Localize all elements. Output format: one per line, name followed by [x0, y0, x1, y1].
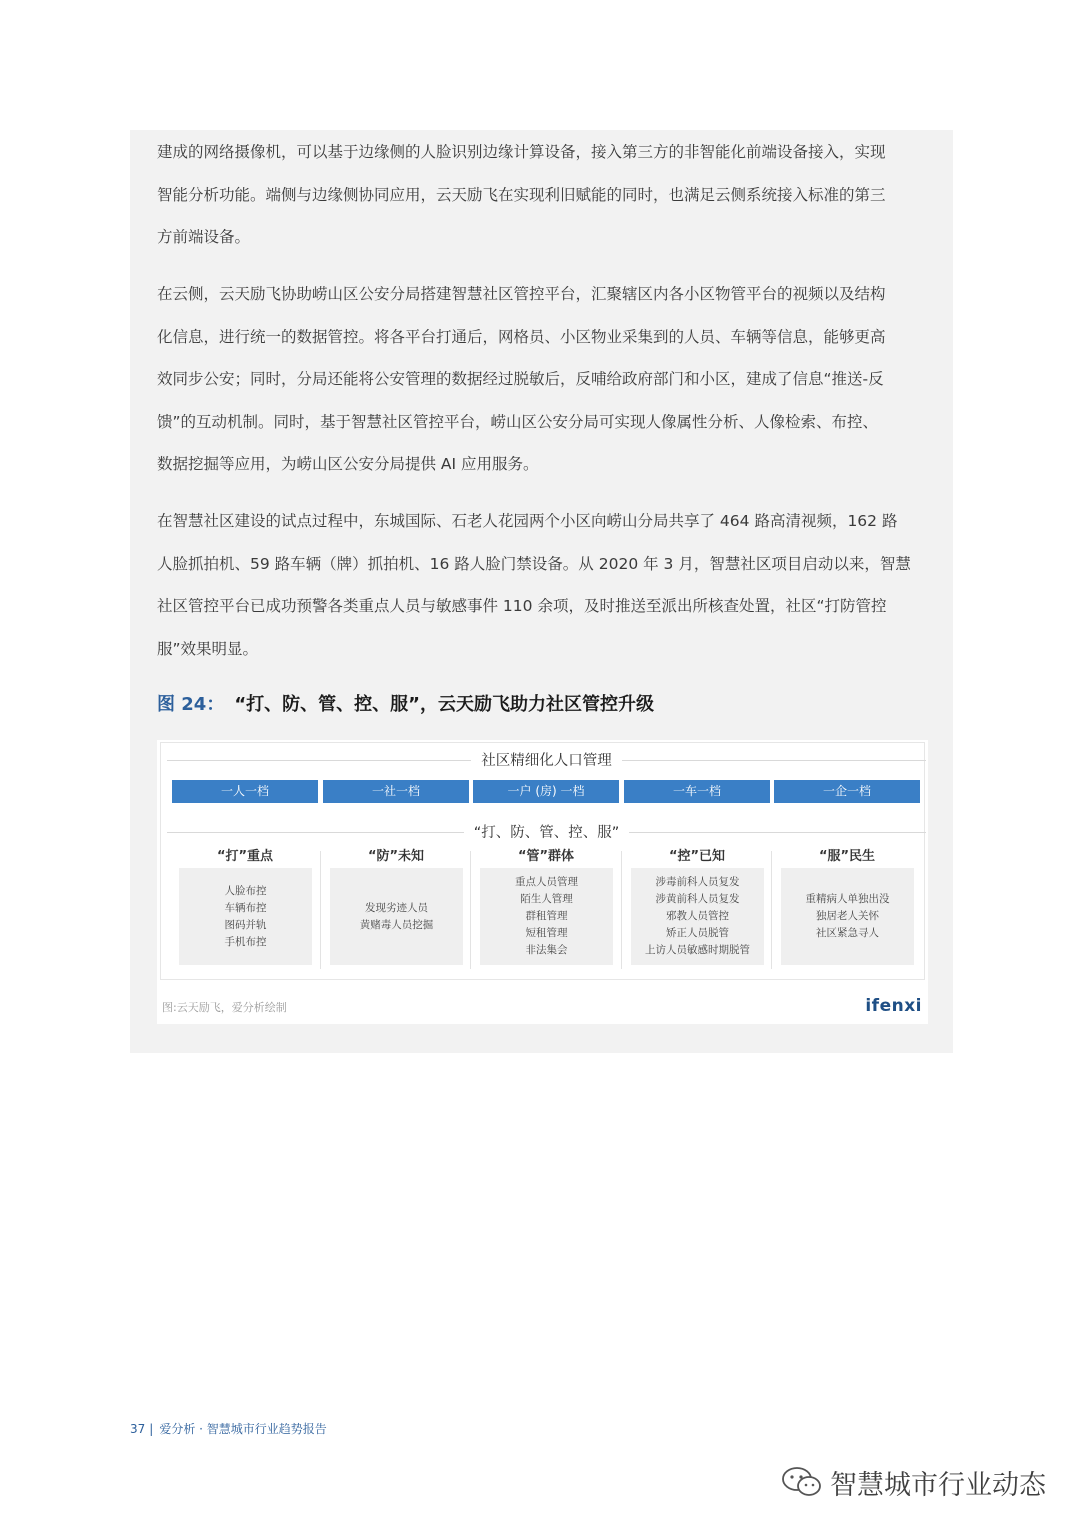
page-number: 37 [130, 1422, 146, 1436]
list-item: 邪教人员管控 [666, 910, 729, 922]
wechat-icon [780, 1465, 824, 1499]
footer-separator: | [149, 1422, 154, 1436]
diagram-frame [160, 742, 925, 980]
list-item: 社区紧急寻人 [816, 927, 879, 939]
watermark-text: 智慧城市行业动态 [830, 1469, 1046, 1501]
column-divider [621, 851, 622, 969]
watermark [780, 1462, 1046, 1502]
list-item: 重精病人单独出没 [805, 893, 890, 905]
list-item: 短租管理 [525, 927, 568, 939]
list-item: 群租管理 [525, 910, 568, 922]
section-header-five-actions [167, 821, 926, 845]
list-item: 陌生人管理 [520, 893, 573, 905]
list-item: 重点人员管理 [515, 876, 578, 888]
text-line: 馈”的互动机制。同时，基于智慧社区管控平台，崂山区公安分局可实现人像属性分析、人像检索、布控、 [157, 412, 879, 431]
column-box [480, 868, 613, 965]
list-item: 独居老人关怀 [816, 910, 879, 922]
footer-text: 爱分析 · 智慧城市行业趋势报告 [159, 1422, 327, 1436]
column-box [330, 868, 463, 965]
text-line: 在智慧社区建设的试点过程中，东城国际、石老人花园两个小区向崂山分局共享了 464 路高清视频，162 路 [157, 512, 898, 530]
column-serve [774, 845, 920, 971]
text-line: 数据挖掘等应用，为崂山区公安分局提供 AI 应用服务。 [157, 455, 539, 473]
column-divider [320, 851, 321, 969]
figure-title: “打、防、管、控、服”，云天励飞助力社区管控升级 [234, 694, 654, 715]
list-item: 发现劣迹人员 [365, 901, 428, 914]
archive-pill: 一户 (房) 一档 [473, 780, 619, 803]
ifenxi-logo: ifenxi [865, 996, 922, 1016]
text-line: 人脸抓拍机、59 路车辆（牌）抓拍机、16 路人脸门禁设备。从 2020 年 3 月，智慧社区项目启动以来，智慧 [157, 554, 911, 573]
column-title: “防”未知 [367, 849, 425, 864]
column-divider [771, 851, 772, 969]
archive-pill: 一企一档 [774, 780, 920, 803]
list-item: 矫正人员脱管 [666, 927, 729, 939]
figure-label: 图 24： [157, 694, 225, 715]
column-control [624, 845, 770, 971]
archive-pill: 一车一档 [624, 780, 770, 803]
column-box [179, 868, 312, 965]
text-line: 化信息，进行统一的数据管控。将各平台打通后，网格员、小区物业采集到的人员、车辆等信息，能够更高 [157, 327, 886, 346]
paragraph-cloud-side [157, 273, 929, 486]
text-line: 方前端设备。 [157, 228, 251, 246]
section-title: 社区精细化人口管理 [471, 749, 622, 773]
text-line: 在云侧，云天励飞协助崂山区公安分局搭建智慧社区管控平台，汇聚辖区内各小区物管平台的视频以及结构 [157, 285, 886, 303]
column-manage [473, 845, 619, 971]
list-item: 车辆布控 [224, 901, 267, 914]
archive-pill: 一人一档 [172, 780, 318, 803]
text-line: 智能分析功能。端侧与边缘侧协同应用，云天励飞在实现利旧赋能的同时，也满足云侧系统接入标准的第三 [157, 185, 886, 204]
column-strike [172, 845, 318, 971]
text-line: 建成的网络摄像机，可以基于边缘侧的人脸识别边缘计算设备，接入第三方的非智能化前端设备接入，实现 [157, 143, 886, 161]
text-line: 服”效果明显。 [157, 639, 259, 658]
text-line: 效同步公安；同时，分局还能将公安管理的数据经过脱敏后，反哺给政府部门和小区，建成了信息“推送-反 [157, 370, 884, 388]
paragraph-pilot-results [157, 500, 929, 670]
section-header-population [167, 749, 926, 773]
list-item: 上访人员敏感时期脱管 [645, 944, 750, 956]
list-item: 黄赌毒人员挖掘 [359, 918, 434, 931]
figure-diagram [157, 740, 928, 1024]
column-box [631, 868, 764, 965]
column-divider [470, 851, 471, 969]
page-footer [130, 1420, 327, 1437]
list-item: 人脸布控 [224, 884, 267, 897]
figure-source: 图:云天励飞，爱分析绘制 [162, 1001, 287, 1014]
figure-caption [157, 690, 654, 716]
list-item: 涉黄前科人员复发 [655, 893, 740, 905]
column-title: “控”已知 [668, 849, 726, 864]
list-item: 涉毒前科人员复发 [655, 876, 740, 888]
archive-pill: 一社一档 [323, 780, 469, 803]
list-item: 手机布控 [224, 935, 267, 948]
text-line: 社区管控平台已成功预警各类重点人员与敏感事件 110 余项，及时推送至派出所核查处置，社区“打防管控 [157, 597, 887, 615]
column-title: “服”民生 [818, 849, 876, 864]
column-prevent [323, 845, 469, 971]
column-title: “管”群体 [517, 849, 575, 864]
column-box [781, 868, 914, 965]
list-item: 图码并轨 [224, 918, 267, 931]
paragraph-edge-devices [157, 131, 929, 259]
column-title: “打”重点 [216, 849, 274, 864]
section-title: “打、防、管、控、服” [464, 821, 630, 845]
list-item: 非法集会 [525, 944, 568, 956]
